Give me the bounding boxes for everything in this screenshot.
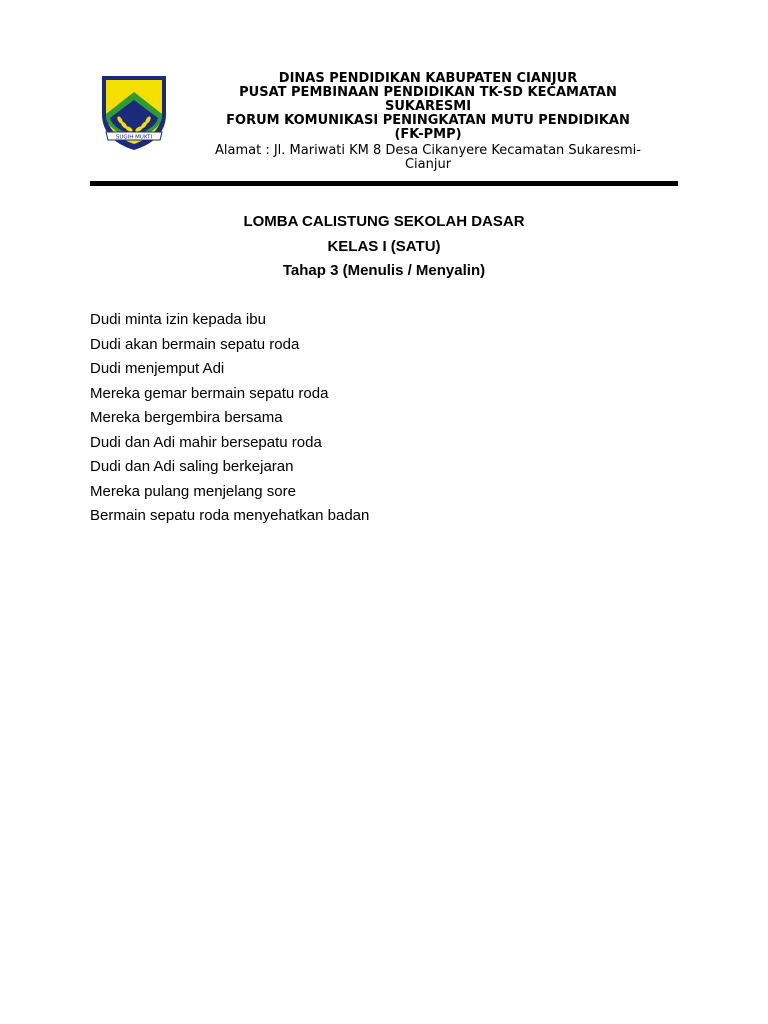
letterhead-line-5: (FK-PMP)	[394, 127, 462, 142]
letterhead-line-1: DINAS PENDIDIKAN KABUPATEN CIANJUR	[278, 71, 578, 86]
letterhead-address-line-2: Cianjur	[404, 157, 452, 172]
letterhead-line-4: FORUM KOMUNIKASI PENINGKATAN MUTU PENDIDIKAN	[226, 113, 630, 128]
emblem-motto: SUGIH MUKTI	[115, 134, 153, 141]
letterhead-text	[178, 72, 678, 172]
sentence-item: Mereka gemar bermain sepatu roda	[90, 384, 329, 402]
sentence-item: Dudi dan Adi saling berkejaran	[90, 458, 294, 475]
class-label: KELAS I (SATU)	[327, 237, 441, 255]
regency-emblem-icon	[100, 74, 168, 152]
document-title-block	[90, 212, 678, 286]
letterhead-address-line-1: Alamat : Jl. Mariwati KM 8 Desa Cikanyere Kecamatan Sukaresmi-	[215, 143, 641, 158]
sentence-item: Dudi minta izin kepada ibu	[90, 311, 266, 328]
sentence-list	[90, 310, 678, 531]
letterhead-line-2: PUSAT PEMBINAAN PENDIDIKAN TK-SD KECAMATAN	[239, 85, 617, 100]
sentence-item: Mereka pulang menjelang sore	[90, 482, 296, 500]
sentence-item: Dudi akan bermain sepatu roda	[90, 335, 300, 353]
sentence-item: Mereka bergembira bersama	[90, 409, 283, 426]
sentence-item: Bermain sepatu roda menyehatkan badan	[90, 507, 370, 524]
stage-label: Tahap 3 (Menulis / Menyalin)	[282, 262, 486, 279]
sentence-item: Dudi menjemput Adi	[90, 360, 225, 377]
sentence-item: Dudi dan Adi mahir bersepatu roda	[90, 433, 322, 451]
letterhead	[90, 68, 678, 176]
document-title: LOMBA CALISTUNG SEKOLAH DASAR	[243, 213, 525, 230]
letterhead-line-3: SUKARESMI	[384, 99, 472, 114]
letterhead-divider	[90, 181, 678, 186]
